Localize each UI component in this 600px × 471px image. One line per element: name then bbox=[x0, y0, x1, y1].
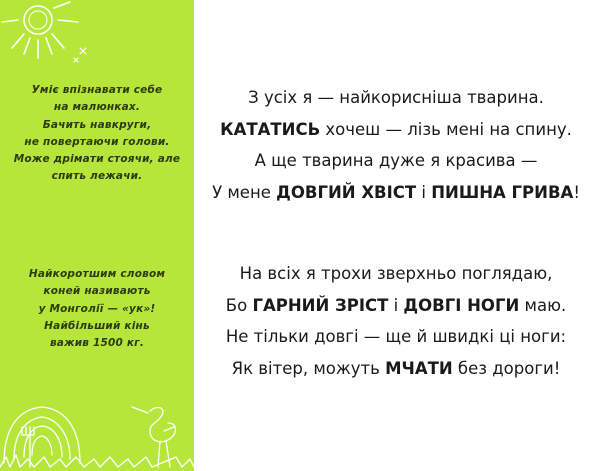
poem-bold-text: ПИШНА ГРИВА bbox=[431, 182, 574, 202]
poem-text: У мене bbox=[212, 182, 277, 202]
poem-verse bbox=[196, 258, 596, 290]
grass-icon bbox=[0, 455, 194, 467]
fact-line: не повертаючи голови. bbox=[24, 135, 170, 148]
poem-text: На всіх я трохи зверхньо поглядаю, bbox=[239, 264, 553, 283]
poem-stanza-2 bbox=[196, 258, 596, 384]
sun-icon bbox=[0, 0, 90, 80]
poem-text: З усіх я — найкорисніша тварина. bbox=[248, 88, 544, 107]
poem-verse bbox=[196, 82, 596, 114]
poem-text: хочеш — лізь мені на спину. bbox=[320, 119, 572, 139]
farm-scene-drawing bbox=[0, 371, 194, 471]
fact-line: важив 1500 кг. bbox=[49, 337, 145, 350]
fact-line: Найбільший кінь bbox=[44, 319, 150, 332]
poem-stanza-1 bbox=[196, 82, 596, 208]
fact-line: спить лежачи. bbox=[51, 170, 143, 183]
poem-bold-text: ГАРНИЙ ЗРІСТ bbox=[252, 295, 389, 315]
poem-text: ! bbox=[573, 182, 580, 202]
poem-verse bbox=[196, 321, 596, 353]
facts-sidebar bbox=[0, 0, 194, 471]
poem-text: маю. bbox=[519, 295, 567, 315]
stork-icon bbox=[132, 407, 175, 467]
fact-line: Бачить навкруги, bbox=[42, 118, 152, 131]
poem-bold-text: ДОВГИЙ ХВІСТ bbox=[276, 182, 417, 202]
fact-line: коней називають bbox=[43, 285, 151, 298]
poem-verse bbox=[196, 290, 596, 322]
fact-line: Може дрімати стоячи, але bbox=[13, 153, 181, 166]
poem-text: і bbox=[416, 182, 432, 202]
poem-bold-text: МЧАТИ bbox=[385, 358, 453, 378]
poem-verse bbox=[196, 177, 596, 209]
fact-block-1 bbox=[0, 82, 194, 186]
poem-bold-text: КАТАТИСЬ bbox=[220, 119, 321, 139]
poem-text: Як вітер, можуть bbox=[231, 358, 386, 378]
poem-verse bbox=[196, 353, 596, 385]
fact-line: Уміє впізнавати себе bbox=[31, 84, 163, 96]
fact-block-2 bbox=[0, 266, 194, 352]
poem-bold-text: ДОВГІ НОГИ bbox=[403, 295, 520, 315]
haystack-icon bbox=[4, 407, 80, 463]
poem-text: і bbox=[388, 295, 404, 315]
poem-text: без дороги! bbox=[452, 358, 561, 378]
fact-line: на малюнках. bbox=[53, 101, 141, 114]
poem-verse bbox=[196, 114, 596, 146]
poem-text: Бо bbox=[225, 295, 253, 315]
poem-verse bbox=[196, 145, 596, 177]
poem-text: Не тільки довгі — ще й швидкі ці ноги: bbox=[225, 327, 567, 346]
poem-text: А ще тварина дуже я красива — bbox=[254, 151, 538, 170]
fact-line: у Монголії — «ук»! bbox=[38, 302, 156, 315]
fact-line: Найкоротшим словом bbox=[28, 268, 166, 280]
